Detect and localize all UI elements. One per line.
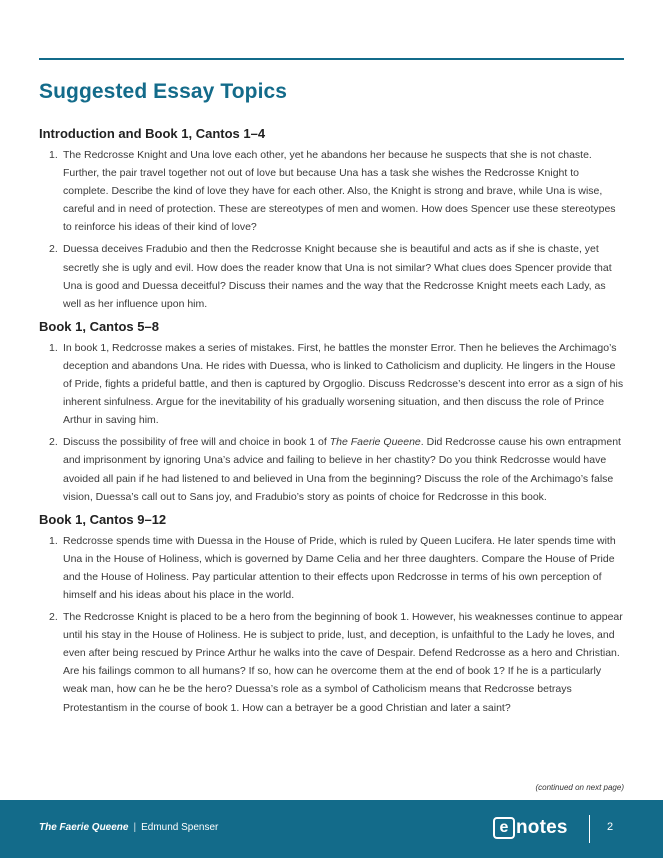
topic-list (39, 146, 625, 313)
section-heading: Book 1, Cantos 9–12 (39, 511, 167, 527)
topic-number: 2. (49, 436, 58, 449)
topic-number: 1. (49, 341, 58, 354)
logo-text: notes (516, 817, 568, 838)
topic-item (39, 433, 625, 505)
topic-number: 1. (49, 534, 58, 547)
continued-note: (continued on next page) (535, 783, 624, 792)
section-intro-book1-cantos-1-4 (39, 126, 625, 313)
topic-text: Duessa deceives Fradubio and then the Redcrosse Knight because she is beautiful and acts as if she is chaste, yet secretly she is ugly and evil. How does the reader know that Una is not similar? What clues does Spencer provide that Una is good and Duessa deceitful? Discuss their names and the way that the Redcrosse Knight meets each Lady, as well as her influence upon him. (63, 243, 612, 310)
page-number: 2 (607, 821, 614, 833)
logo-e-icon: e (493, 817, 515, 839)
essay-topics-content (39, 126, 625, 723)
enotes-logo (493, 817, 568, 839)
footer-book-info (39, 822, 218, 833)
footer-divider (589, 815, 590, 843)
page-footer (0, 800, 663, 858)
topic-text: In book 1, Redcrosse makes a series of mistakes. First, he battles the monster Error. Then he believes the Archimago’s deception and abandons Una. He rides with Duessa, who is linked to Catholicism and duplicity. He lingers in the House of Pride, fights a prideful battle, and then is captured by Orgoglio. Discuss Redcrosse’s descent into error as a sign of his inherent sinfulness. Argue for the inevitability of his gradually worsening situation, and then discuss the role of Prince Arthur in saving him. (63, 341, 624, 427)
topic-item (39, 146, 625, 236)
footer-author: Edmund Spenser (141, 822, 219, 833)
topic-text: The Redcrosse Knight is placed to be a hero from the beginning of book 1. However, his weaknesses continue to appear until his stay in the House of Holiness. He is subject to pride, lust, and deception, is unfaithful to the Lady he loves, and even after being rescued by Prince Arthur he walks into the cave of Despair. Defend Redcrosse as a hero and Christian. Are his failings common to all humans? If so, how can he overcome them at the end of book 1? If he is a particularly weak man, how can he be the hero? Duessa’s role as a symbol of Catholicism means that Redcrosse betrays Protestantism in the course of book 1. How can a betrayer be a good Christian and later a saint? (63, 611, 623, 714)
book-title-italic: The Faerie Queene (329, 436, 421, 449)
footer-book-title: The Faerie Queene (39, 822, 129, 833)
page-title: Suggested Essay Topics (39, 80, 288, 103)
topic-list (39, 339, 625, 506)
footer-separator: | (133, 822, 137, 833)
topic-number: 2. (49, 611, 58, 624)
topic-item (39, 240, 625, 312)
section-heading: Book 1, Cantos 5–8 (39, 318, 159, 334)
topic-text-start: Discuss the possibility of free will and choice in book 1 of (63, 436, 330, 449)
topic-item (39, 339, 625, 429)
topic-text: Redcrosse spends time with Duessa in the House of Pride, which is ruled by Queen Lucifera. He later spends time with Una in the House of Holiness, which is governed by Dame Celia and her three daughters. Compare the House of Pride and the House of Holiness. Pay particular attention to their effects upon Redcrosse in terms of his own perception of himself and his ideas about his place in the world. (63, 534, 616, 601)
topic-item (39, 532, 625, 604)
section-heading: Introduction and Book 1, Cantos 1–4 (39, 126, 266, 141)
top-divider (39, 58, 624, 60)
topic-text: The Redcrosse Knight and Una love each other, yet he abandons her because he suspects that she is not chaste. Further, the pair travel together not out of love but because Una has a task she wishes the Redcrosse Knight to complete. Describe the kind of love they have for each other. Also, the Knight is strong and brave, while Una is wise, careful and in need of protection. These are stereotypes of men and women. How does Spencer use these stereotypes to reinforce his ideas of their kind of love? (63, 149, 616, 234)
topic-number: 2. (49, 243, 58, 256)
topic-item (39, 608, 625, 717)
topic-number: 1. (49, 149, 58, 161)
topic-list (39, 532, 625, 717)
topic-text-end: . Did Redcrosse cause his own entrapment and imprisonment by ignoring Una’s advice and failing to believe in her chastity? Do you think Redcrosse would have avoided all pain if he had listened to and believed in Una from the beginning? Discuss the role of the Archimago’s false vision, Duessa’s call out to Sans joy, and Fradubio’s story as points of choice for Redcrosse in this book. (63, 436, 621, 503)
section-book1-cantos-9-12 (39, 512, 625, 717)
section-book1-cantos-5-8 (39, 319, 625, 506)
